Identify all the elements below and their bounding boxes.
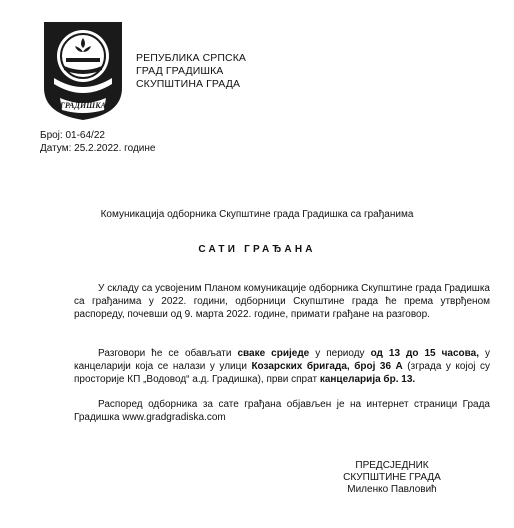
institution-header xyxy=(136,52,246,91)
paragraph-website: Распоред одборника за сате грађана објављен је на интернет страници Града Градишка www.gradgradiska.com xyxy=(74,399,490,423)
city-coat-of-arms xyxy=(40,18,126,122)
document-subject: Комуникација одборника Скупштине града Градишка са грађанима xyxy=(100,209,414,220)
schedule-address: Козарских бригада, број 36 А xyxy=(251,361,403,372)
paragraph-intro: У складу са усвојеним Планом комуникације одборника Скупштине града Градишка са грађанима у 2022. години, одборници Скупштине града ће према утврђеном распореду, почевши од 9. марта 2022. године, примати грађане на разговор. xyxy=(74,283,490,320)
schedule-text-3: у канцеларији која се налази у улици xyxy=(74,348,490,372)
header-line-city: ГРАД ГРАДИШКА xyxy=(136,65,224,77)
schedule-text-1: Разговори ће се обављати xyxy=(98,348,238,359)
document-meta xyxy=(40,129,155,155)
schedule-hours: од 13 до 15 часова, xyxy=(370,348,479,359)
header-line-assembly: СКУПШТИНА ГРАДА xyxy=(136,78,241,90)
document-number: Број: 01-64/22 xyxy=(40,130,105,141)
schedule-text-2: у периоду xyxy=(309,348,371,359)
schedule-office: канцеларија бр. 13. xyxy=(319,374,416,385)
crest-banner-text: ГРАДИШКА xyxy=(60,101,106,110)
document-title: САТИ ГРАЂАНА xyxy=(198,244,316,255)
signature-block xyxy=(330,460,454,496)
schedule-day: сваке сриједе xyxy=(237,348,310,359)
signature-body: СКУПШТИНЕ ГРАДА xyxy=(343,472,441,483)
document-date: Датум: 25.2.2022. године xyxy=(40,143,156,154)
signature-role: ПРЕДСЈЕДНИК xyxy=(355,460,429,471)
paragraph-schedule xyxy=(74,347,490,386)
header-line-republic: РЕПУБЛИКА СРПСКА xyxy=(136,52,247,64)
signature-name: Миленко Павловић xyxy=(347,484,437,495)
schedule-text-4: (зграда у којој су просторије КП „Водовод“ а.д. Градишка), први спрат xyxy=(74,361,491,385)
